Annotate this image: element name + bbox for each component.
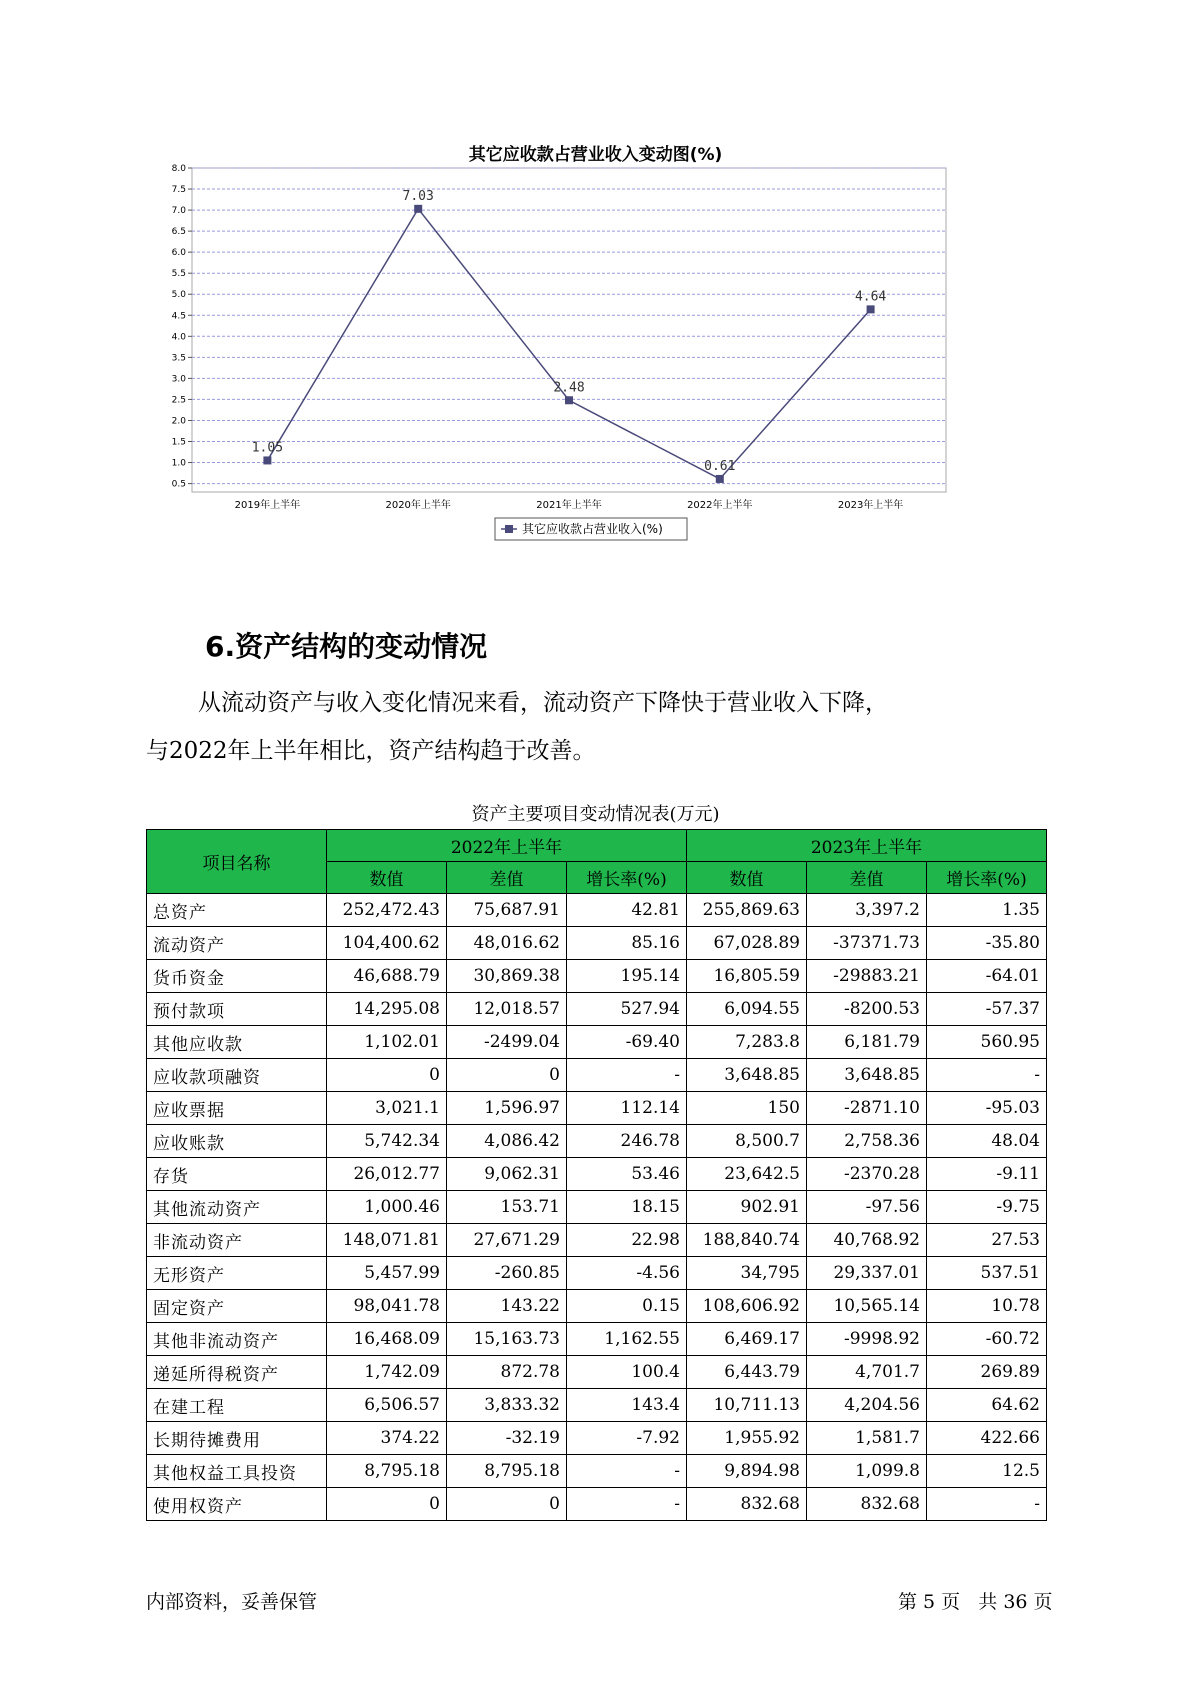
table-cell: 1,162.55	[567, 1323, 687, 1356]
table-cell: 143.22	[447, 1290, 567, 1323]
table-cell: -2499.04	[447, 1026, 567, 1059]
table-cell: -29883.21	[807, 960, 927, 993]
y-tick-label: 1.5	[171, 437, 186, 448]
x-tick-label: 2021年上半年	[536, 500, 602, 511]
table-cell: 29,337.01	[807, 1257, 927, 1290]
row-label: 预付款项	[147, 993, 327, 1026]
paragraph-line-1: 从流动资产与收入变化情况来看，流动资产下降快于营业收入下降，	[198, 690, 888, 716]
table-cell: 560.95	[927, 1026, 1047, 1059]
chart-title: 其它应收款占营业收入变动图(%)	[468, 145, 723, 165]
table-cell: 0.15	[567, 1290, 687, 1323]
table-cell: -57.37	[927, 993, 1047, 1026]
table-cell: 1,596.97	[447, 1092, 567, 1125]
table-cell: 188,840.74	[687, 1224, 807, 1257]
table-cell: -4.56	[567, 1257, 687, 1290]
table-cell: 6,443.79	[687, 1356, 807, 1389]
table-cell: 26,012.77	[327, 1158, 447, 1191]
table-cell: 48.04	[927, 1125, 1047, 1158]
table-cell: 12,018.57	[447, 993, 567, 1026]
y-tick-label: 8.0	[171, 164, 186, 174]
table-cell: 832.68	[807, 1488, 927, 1521]
table-cell: 3,648.85	[687, 1059, 807, 1092]
table-cell: 832.68	[687, 1488, 807, 1521]
table-cell: 252,472.43	[327, 894, 447, 927]
row-label: 其他权益工具投资	[147, 1455, 327, 1488]
y-tick-label: 6.5	[171, 227, 186, 238]
table-cell: 27.53	[927, 1224, 1047, 1257]
row-label: 总资产	[147, 894, 327, 927]
table-cell: 527.94	[567, 993, 687, 1026]
row-label: 递延所得税资产	[147, 1356, 327, 1389]
table-cell: 269.89	[927, 1356, 1047, 1389]
table-cell: 3,021.1	[327, 1092, 447, 1125]
row-label: 长期待摊费用	[147, 1422, 327, 1455]
row-label: 无形资产	[147, 1257, 327, 1290]
table-cell: 112.14	[567, 1092, 687, 1125]
table-row	[147, 1488, 1047, 1521]
table-cell: 1,955.92	[687, 1422, 807, 1455]
table-cell: 0	[327, 1488, 447, 1521]
table-cell: 0	[447, 1059, 567, 1092]
y-tick-label: 3.0	[171, 374, 186, 385]
table-row	[147, 993, 1047, 1026]
table-cell: 6,469.17	[687, 1323, 807, 1356]
table-cell: 10.78	[927, 1290, 1047, 1323]
header-group-2023: 2023年上半年	[687, 830, 1047, 862]
table-cell: 374.22	[327, 1422, 447, 1455]
table-cell: 1,000.46	[327, 1191, 447, 1224]
table-cell: -	[927, 1488, 1047, 1521]
table-cell: 1,742.09	[327, 1356, 447, 1389]
table-cell: -8200.53	[807, 993, 927, 1026]
table-cell: 1.35	[927, 894, 1047, 927]
footer-left: 内部资料，妥善保管	[146, 1591, 318, 1613]
legend-label: 其它应收款占营业收入(%)	[522, 522, 663, 536]
footer-page-number: 第 5 页 共 36 页	[898, 1591, 1053, 1613]
row-label: 应收票据	[147, 1092, 327, 1125]
table-cell: 255,869.63	[687, 894, 807, 927]
table-cell: 872.78	[447, 1356, 567, 1389]
table-cell: -35.80	[927, 927, 1047, 960]
table-cell: 4,204.56	[807, 1389, 927, 1422]
legend-marker	[505, 525, 513, 533]
table-cell: 4,701.7	[807, 1356, 927, 1389]
row-label: 货币资金	[147, 960, 327, 993]
table-cell: 6,506.57	[327, 1389, 447, 1422]
table-cell: -97.56	[807, 1191, 927, 1224]
table-row	[147, 1356, 1047, 1389]
table-cell: 67,028.89	[687, 927, 807, 960]
table-cell: -95.03	[927, 1092, 1047, 1125]
table-cell: 6,181.79	[807, 1026, 927, 1059]
y-tick-label: 2.5	[171, 395, 186, 406]
row-label: 存货	[147, 1158, 327, 1191]
table-cell: 30,869.38	[447, 960, 567, 993]
table-cell: 246.78	[567, 1125, 687, 1158]
section-heading: 6.资产结构的变动情况	[205, 630, 488, 663]
table-row	[147, 1422, 1047, 1455]
table-cell: 1,581.7	[807, 1422, 927, 1455]
table-cell: 3,397.2	[807, 894, 927, 927]
row-label: 固定资产	[147, 1290, 327, 1323]
table-cell: -9.75	[927, 1191, 1047, 1224]
table-row	[147, 1455, 1047, 1488]
y-tick-label: 7.5	[171, 185, 186, 196]
table-cell: 195.14	[567, 960, 687, 993]
header-rate-2023: 增长率(%)	[927, 862, 1047, 894]
x-tick-label: 2023年上半年	[837, 500, 904, 511]
y-tick-label: 5.0	[171, 290, 186, 301]
header-group-2022: 2022年上半年	[327, 830, 687, 862]
x-tick-label: 2020年上半年	[385, 500, 451, 511]
table-cell: -9998.92	[807, 1323, 927, 1356]
table-cell: 1,102.01	[327, 1026, 447, 1059]
y-tick-label: 7.0	[171, 206, 186, 217]
table-cell: 12.5	[927, 1455, 1047, 1488]
table-cell: -	[567, 1488, 687, 1521]
table-cell: 14,295.08	[327, 993, 447, 1026]
table-cell: 9,062.31	[447, 1158, 567, 1191]
table-cell: 150	[687, 1092, 807, 1125]
table-cell: 153.71	[447, 1191, 567, 1224]
table-row	[147, 1158, 1047, 1191]
table-cell: -9.11	[927, 1158, 1047, 1191]
table-row	[147, 1059, 1047, 1092]
row-label: 其他流动资产	[147, 1191, 327, 1224]
data-point	[414, 205, 422, 213]
table-cell: -	[927, 1059, 1047, 1092]
row-label: 应收账款	[147, 1125, 327, 1158]
table-cell: 22.98	[567, 1224, 687, 1257]
x-tick-label: 2019年上半年	[234, 500, 301, 511]
table-cell: 48,016.62	[447, 927, 567, 960]
y-tick-label: 4.5	[171, 311, 186, 322]
table-cell: 3,833.32	[447, 1389, 567, 1422]
header-diff-2023: 差值	[807, 862, 927, 894]
y-tick-label: 6.0	[171, 248, 186, 259]
table-row	[147, 1191, 1047, 1224]
table-cell: -37371.73	[807, 927, 927, 960]
y-tick-label: 1.0	[171, 458, 186, 469]
y-tick-label: 3.5	[171, 353, 186, 364]
table-cell: 100.4	[567, 1356, 687, 1389]
table-row	[147, 1224, 1047, 1257]
table-row	[147, 1125, 1047, 1158]
table-cell: 143.4	[567, 1389, 687, 1422]
table-cell: 23,642.5	[687, 1158, 807, 1191]
table-cell: 9,894.98	[687, 1455, 807, 1488]
row-label: 非流动资产	[147, 1224, 327, 1257]
table-cell: -2370.28	[807, 1158, 927, 1191]
row-label: 在建工程	[147, 1389, 327, 1422]
table-row	[147, 1092, 1047, 1125]
data-label: 1.05	[251, 440, 284, 456]
row-label: 应收款项融资	[147, 1059, 327, 1092]
header-value-2023: 数值	[687, 862, 807, 894]
table-cell: 16,468.09	[327, 1323, 447, 1356]
table-cell: 902.91	[687, 1191, 807, 1224]
table-cell: -60.72	[927, 1323, 1047, 1356]
header-diff-2022: 差值	[447, 862, 567, 894]
data-point	[263, 456, 271, 464]
table-cell: 53.46	[567, 1158, 687, 1191]
header-value-2022: 数值	[327, 862, 447, 894]
table-cell: 104,400.62	[327, 927, 447, 960]
row-label: 其他应收款	[147, 1026, 327, 1059]
table-cell: -	[567, 1455, 687, 1488]
y-tick-label: 5.5	[171, 269, 186, 280]
table-cell: 40,768.92	[807, 1224, 927, 1257]
table-cell: 0	[327, 1059, 447, 1092]
table-cell: 85.16	[567, 927, 687, 960]
assets-table	[146, 829, 1047, 1521]
table-cell: -260.85	[447, 1257, 567, 1290]
table-cell: 1,099.8	[807, 1455, 927, 1488]
header-item-name: 项目名称	[147, 830, 327, 894]
data-label: 4.64	[854, 289, 887, 305]
table-caption: 资产主要项目变动情况表(万元)	[471, 804, 720, 825]
table-cell: 148,071.81	[327, 1224, 447, 1257]
table-cell: 5,457.99	[327, 1257, 447, 1290]
x-tick-label: 2022年上半年	[687, 500, 753, 511]
table-cell: 16,805.59	[687, 960, 807, 993]
table-row	[147, 927, 1047, 960]
table-row	[147, 1323, 1047, 1356]
plot-frame	[192, 168, 946, 492]
table-cell: -32.19	[447, 1422, 567, 1455]
table-cell: 0	[447, 1488, 567, 1521]
data-point	[716, 475, 724, 483]
table-cell: 10,565.14	[807, 1290, 927, 1323]
table-cell: 98,041.78	[327, 1290, 447, 1323]
table-cell: 2,758.36	[807, 1125, 927, 1158]
data-point	[867, 305, 875, 313]
table-cell: 75,687.91	[447, 894, 567, 927]
table-cell: -64.01	[927, 960, 1047, 993]
table-cell: 5,742.34	[327, 1125, 447, 1158]
data-point	[565, 396, 573, 404]
table-cell: 7,283.8	[687, 1026, 807, 1059]
table-cell: 8,795.18	[447, 1455, 567, 1488]
y-tick-label: 4.0	[171, 332, 186, 343]
table-cell: 10,711.13	[687, 1389, 807, 1422]
table-cell: 18.15	[567, 1191, 687, 1224]
table-body	[147, 894, 1047, 1521]
table-row	[147, 1026, 1047, 1059]
table-cell: 46,688.79	[327, 960, 447, 993]
table-cell: 537.51	[927, 1257, 1047, 1290]
data-label: 0.61	[704, 458, 736, 474]
data-label: 2.48	[553, 380, 585, 396]
table-cell: 6,094.55	[687, 993, 807, 1026]
table-cell: -69.40	[567, 1026, 687, 1059]
table-cell: -	[567, 1059, 687, 1092]
table-row	[147, 960, 1047, 993]
table-cell: -2871.10	[807, 1092, 927, 1125]
y-tick-label: 0.5	[171, 479, 186, 490]
row-label: 使用权资产	[147, 1488, 327, 1521]
row-label: 其他非流动资产	[147, 1323, 327, 1356]
header-rate-2022: 增长率(%)	[567, 862, 687, 894]
table-cell: 4,086.42	[447, 1125, 567, 1158]
table-cell: 8,500.7	[687, 1125, 807, 1158]
table-cell: 3,648.85	[807, 1059, 927, 1092]
table-cell: 27,671.29	[447, 1224, 567, 1257]
line-chart	[160, 160, 1040, 580]
table-cell: 422.66	[927, 1422, 1047, 1455]
row-label: 流动资产	[147, 927, 327, 960]
table-cell: 8,795.18	[327, 1455, 447, 1488]
table-cell: 108,606.92	[687, 1290, 807, 1323]
table-cell: 42.81	[567, 894, 687, 927]
table-row	[147, 894, 1047, 927]
paragraph-line-2: 与2022年上半年相比，资产结构趋于改善。	[146, 738, 596, 764]
table-row	[147, 1290, 1047, 1323]
table-cell: 34,795	[687, 1257, 807, 1290]
table-row	[147, 1389, 1047, 1422]
table-cell: 15,163.73	[447, 1323, 567, 1356]
table-cell: -7.92	[567, 1422, 687, 1455]
y-tick-label: 2.0	[171, 416, 186, 427]
table-cell: 64.62	[927, 1389, 1047, 1422]
table-row	[147, 1257, 1047, 1290]
data-label: 7.03	[402, 188, 434, 204]
